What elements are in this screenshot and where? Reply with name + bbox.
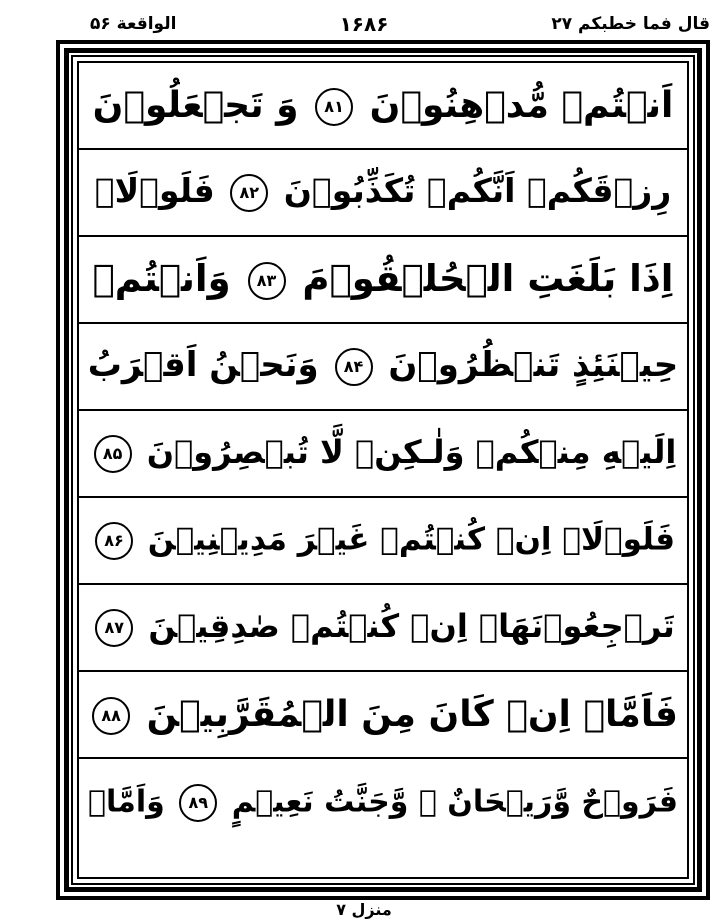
verse-line-text [90,432,677,473]
verse-lines-container [77,61,689,879]
verse-line-4 [79,324,687,411]
verse-line-text [93,86,674,126]
verse-line-1 [79,63,687,150]
verse-text-before: اِلَيۡهِ مِنۡكُمۡ وَلٰـكِنۡ لَّا تُبۡصِرُوۡنَ [146,432,677,471]
verse-text-before: فَاَمَّاۤ اِنۡ كَانَ مِنَ الۡمُقَرَّبِيۡنَ [146,693,678,735]
verse-line-text [88,695,678,735]
verse-text-after: فَلَوۡلَاۤ [94,171,215,211]
verse-text-after: وَاَمَّاۤ [88,784,165,819]
ayah-number-marker: ۸۷ [95,609,133,647]
page-border-frame [56,40,710,900]
verse-line-text [93,259,674,300]
verse-text-after: وَ تَجۡعَلُوۡنَ [92,84,299,126]
verse-text-after: وَاَنۡتُمۡ [92,257,231,301]
ayah-number-marker: ۸۵ [94,435,132,473]
verse-text-after: وَنَحۡنُ اَقۡرَبُ [87,345,319,386]
verse-text-before: رِزۡقَكُمۡ اَنَّكُمۡ تُكَذِّبُوۡنَ [283,171,672,211]
ayah-number-marker: ۸۴ [335,348,373,386]
verse-text-before: حِيۡنَئِذٍ تَنۡظُرُوۡنَ [388,345,679,386]
verse-line-2 [79,150,687,237]
ayah-number-marker: ۸۹ [179,784,217,822]
page-number: ۱۶۸۶ [339,12,389,36]
verse-text-before: فَرَوۡحٌ وَّرَيۡحَانٌ ۙ وَّجَنَّتُ نَعِيۡمٍ [231,784,678,819]
verse-text-before: اِذَا بَلَغَتِ الۡحُلۡقُوۡمَ [302,257,674,301]
surah-name: الواقعة ۵۶ [90,14,177,34]
verse-line-text [91,606,675,647]
page-border-inner [64,48,702,892]
ayah-number-marker: ۸۸ [92,697,130,735]
ayah-number-marker: ۸۱ [315,88,353,126]
verse-line-7 [79,585,687,672]
verse-line-text [88,784,678,822]
verse-line-9 [79,759,687,846]
ayah-number-marker: ۸۳ [248,262,286,300]
verse-text-before: تَرۡجِعُوۡنَهَاۤ اِنۡ كُنۡتُمۡ صٰدِقِيۡنَ [148,606,675,645]
verse-line-3 [79,237,687,324]
verse-text-before: اَنۡتُمۡ مُّدۡهِنُوۡنَ [369,84,674,126]
manzil-footer: منزل ۷ [336,900,392,919]
ayah-number-marker: ۸۲ [230,174,268,212]
verse-line-6 [79,498,687,585]
verse-line-text [95,173,671,212]
page-header [0,0,728,40]
verse-text-before: فَلَوۡلَاۤ اِنۡ كُنۡتُمۡ غَيۡرَ مَدِيۡنِيۡنَ [147,521,676,557]
ayah-number-marker: ۸۶ [95,522,133,560]
verse-line-text [88,347,678,386]
verse-line-text [91,522,675,560]
verse-line-8 [79,672,687,759]
verse-line-5 [79,411,687,498]
para-name: قال فما خطبکم ۲۷ [551,14,710,34]
